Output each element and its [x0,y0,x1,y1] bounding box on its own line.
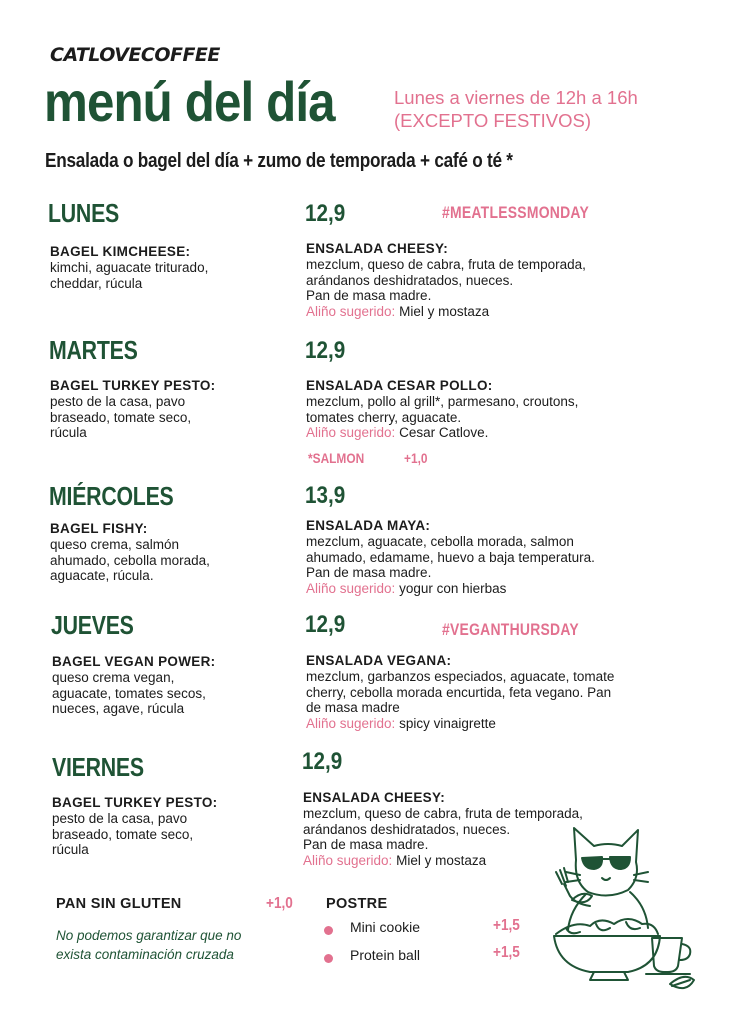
dressing-line [306,425,578,441]
dessert-title: POSTRE [326,896,388,912]
dressing-label: Aliño sugerido: [306,580,396,596]
desc-line: pesto de la casa, pavo [52,811,188,826]
dressing-value: Miel y mostaza [396,852,487,868]
dressing-label: Aliño sugerido: [306,715,396,731]
salad-desc-tuesday [306,394,578,441]
day-name-wednesday: MIÉRCOLES [49,481,174,511]
price-monday: 12,9 [305,200,346,227]
salad-desc-thursday [306,669,614,731]
desc-line: cherry, cebolla morada encurtida, feta vegano. Pan [306,684,612,700]
desc-line: mezclum, queso de cabra, fruta de temporada, [306,257,586,272]
dressing-line [306,716,614,732]
tag-meatless-monday: #MEATLESSMONDAY [442,203,589,222]
dressing-line [306,581,595,597]
dessert-item [324,922,333,940]
salad-title-thursday: ENSALADA VEGANA: [306,653,452,668]
desc-line: pesto de la casa, pavo [50,394,186,409]
desc-line: ahumado, edamame, huevo a baja temperatura. [306,549,595,565]
desc-line: Pan de masa madre. [306,565,432,580]
bagel-title-thursday: BAGEL VEGAN POWER: [52,654,216,669]
dessert-item-price: +1,5 [493,944,520,961]
gluten-free-title: PAN SIN GLUTEN [56,896,182,912]
salad-title-wednesday: ENSALADA MAYA: [306,518,431,533]
page-title: menú del día [44,70,335,133]
price-tuesday: 12,9 [305,337,346,364]
brand-logo: CATLOVECOFFEE [50,44,220,66]
bagel-title-wednesday: BAGEL FISHY: [50,521,148,536]
desc-line: queso crema vegan, [52,670,175,685]
salad-title-monday: ENSALADA CHEESY: [306,241,449,256]
desc-line: ahumado, cebolla morada, [50,552,210,568]
dressing-value: Cesar Catlove. [399,425,489,440]
desc-line: cheddar, rúcula [50,275,143,291]
hours-line: Lunes a viernes de 12h a 16h [394,87,638,108]
desc-line: aguacate, rúcula. [50,568,154,583]
service-hours [394,86,638,132]
note-line: exista contaminación cruzada [56,947,234,962]
day-name-tuesday: MARTES [49,335,138,365]
bullet-icon [324,954,333,963]
dressing-line [306,304,586,320]
menu-subtitle: Ensalada o bagel del día + zumo de temporada + café o té * [45,150,513,172]
desc-line: arándanos deshidratados, nueces. [306,272,514,288]
desc-line: Pan de masa madre. [306,288,432,303]
tag-vegan-thursday: #VEGANTHURSDAY [442,620,579,639]
bagel-title-monday: BAGEL KIMCHEESE: [50,244,191,259]
dressing-label: Aliño sugerido: [306,425,396,440]
hours-exception: (EXCEPTO FESTIVOS) [394,110,592,131]
salmon-extra-label: *SALMON [308,450,365,466]
desc-line: de masa madre [306,700,400,715]
dressing-value: yogur con hierbas [399,580,507,596]
desc-line: kimchi, aguacate triturado, [50,260,209,275]
bagel-desc-thursday [52,670,206,717]
desc-line: mezclum, aguacate, cebolla morada, salmon [306,534,574,549]
day-name-thursday: JUEVES [51,610,134,640]
dressing-label: Aliño sugerido: [306,303,396,319]
desc-line: mezclum, pollo al grill*, parmesano, croutons, [306,394,579,409]
bullet-icon [324,926,333,935]
dessert-item [324,950,333,968]
desc-line: mezclum, queso de cabra, fruta de temporada, [303,806,583,821]
desc-line: mezclum, garbanzos especiados, aguacate, tomate [306,669,615,684]
desc-line: nueces, agave, rúcula [52,701,185,716]
desc-line: rúcula [52,842,89,857]
desc-line: arándanos deshidratados, nueces. [303,821,511,837]
desc-line: braseado, tomate seco, [50,409,192,425]
cat-with-sunglasses-salad-icon [530,820,710,1000]
price-thursday: 12,9 [305,611,346,638]
dressing-value: Miel y mostaza [399,303,490,319]
salmon-extra-price: +1,0 [404,450,428,466]
desc-line: tomates cherry, aguacate. [306,409,462,425]
bagel-desc-monday [50,260,208,291]
day-name-friday: VIERNES [52,752,144,782]
salad-title-friday: ENSALADA CHEESY: [303,790,446,805]
day-name-monday: LUNES [48,198,120,228]
dessert-item-label: Protein ball [350,947,421,963]
gluten-warning [56,926,241,964]
dressing-value: spicy vinaigrette [399,715,496,731]
note-line: No podemos garantizar que no [56,928,242,943]
desc-line: aguacate, tomates secos, [52,685,206,701]
salad-desc-monday [306,257,586,319]
bagel-title-tuesday: BAGEL TURKEY PESTO: [50,378,216,393]
dessert-item-label: Mini cookie [350,919,421,935]
desc-line: queso crema, salmón [50,537,180,552]
desc-line: rúcula [50,425,87,440]
price-friday: 12,9 [302,748,343,775]
bagel-desc-wednesday [50,537,210,584]
desc-line: Pan de masa madre. [303,837,429,852]
bagel-desc-friday [52,811,193,858]
bagel-desc-tuesday [50,394,191,441]
salad-desc-wednesday [306,534,595,596]
dessert-item-price: +1,5 [493,917,520,934]
desc-line: braseado, tomate seco, [52,826,194,842]
gluten-free-price: +1,0 [266,895,293,912]
dressing-label: Aliño sugerido: [303,852,393,868]
price-wednesday: 13,9 [305,482,346,509]
salad-title-tuesday: ENSALADA CESAR POLLO: [306,378,493,393]
bagel-title-friday: BAGEL TURKEY PESTO: [52,795,218,810]
